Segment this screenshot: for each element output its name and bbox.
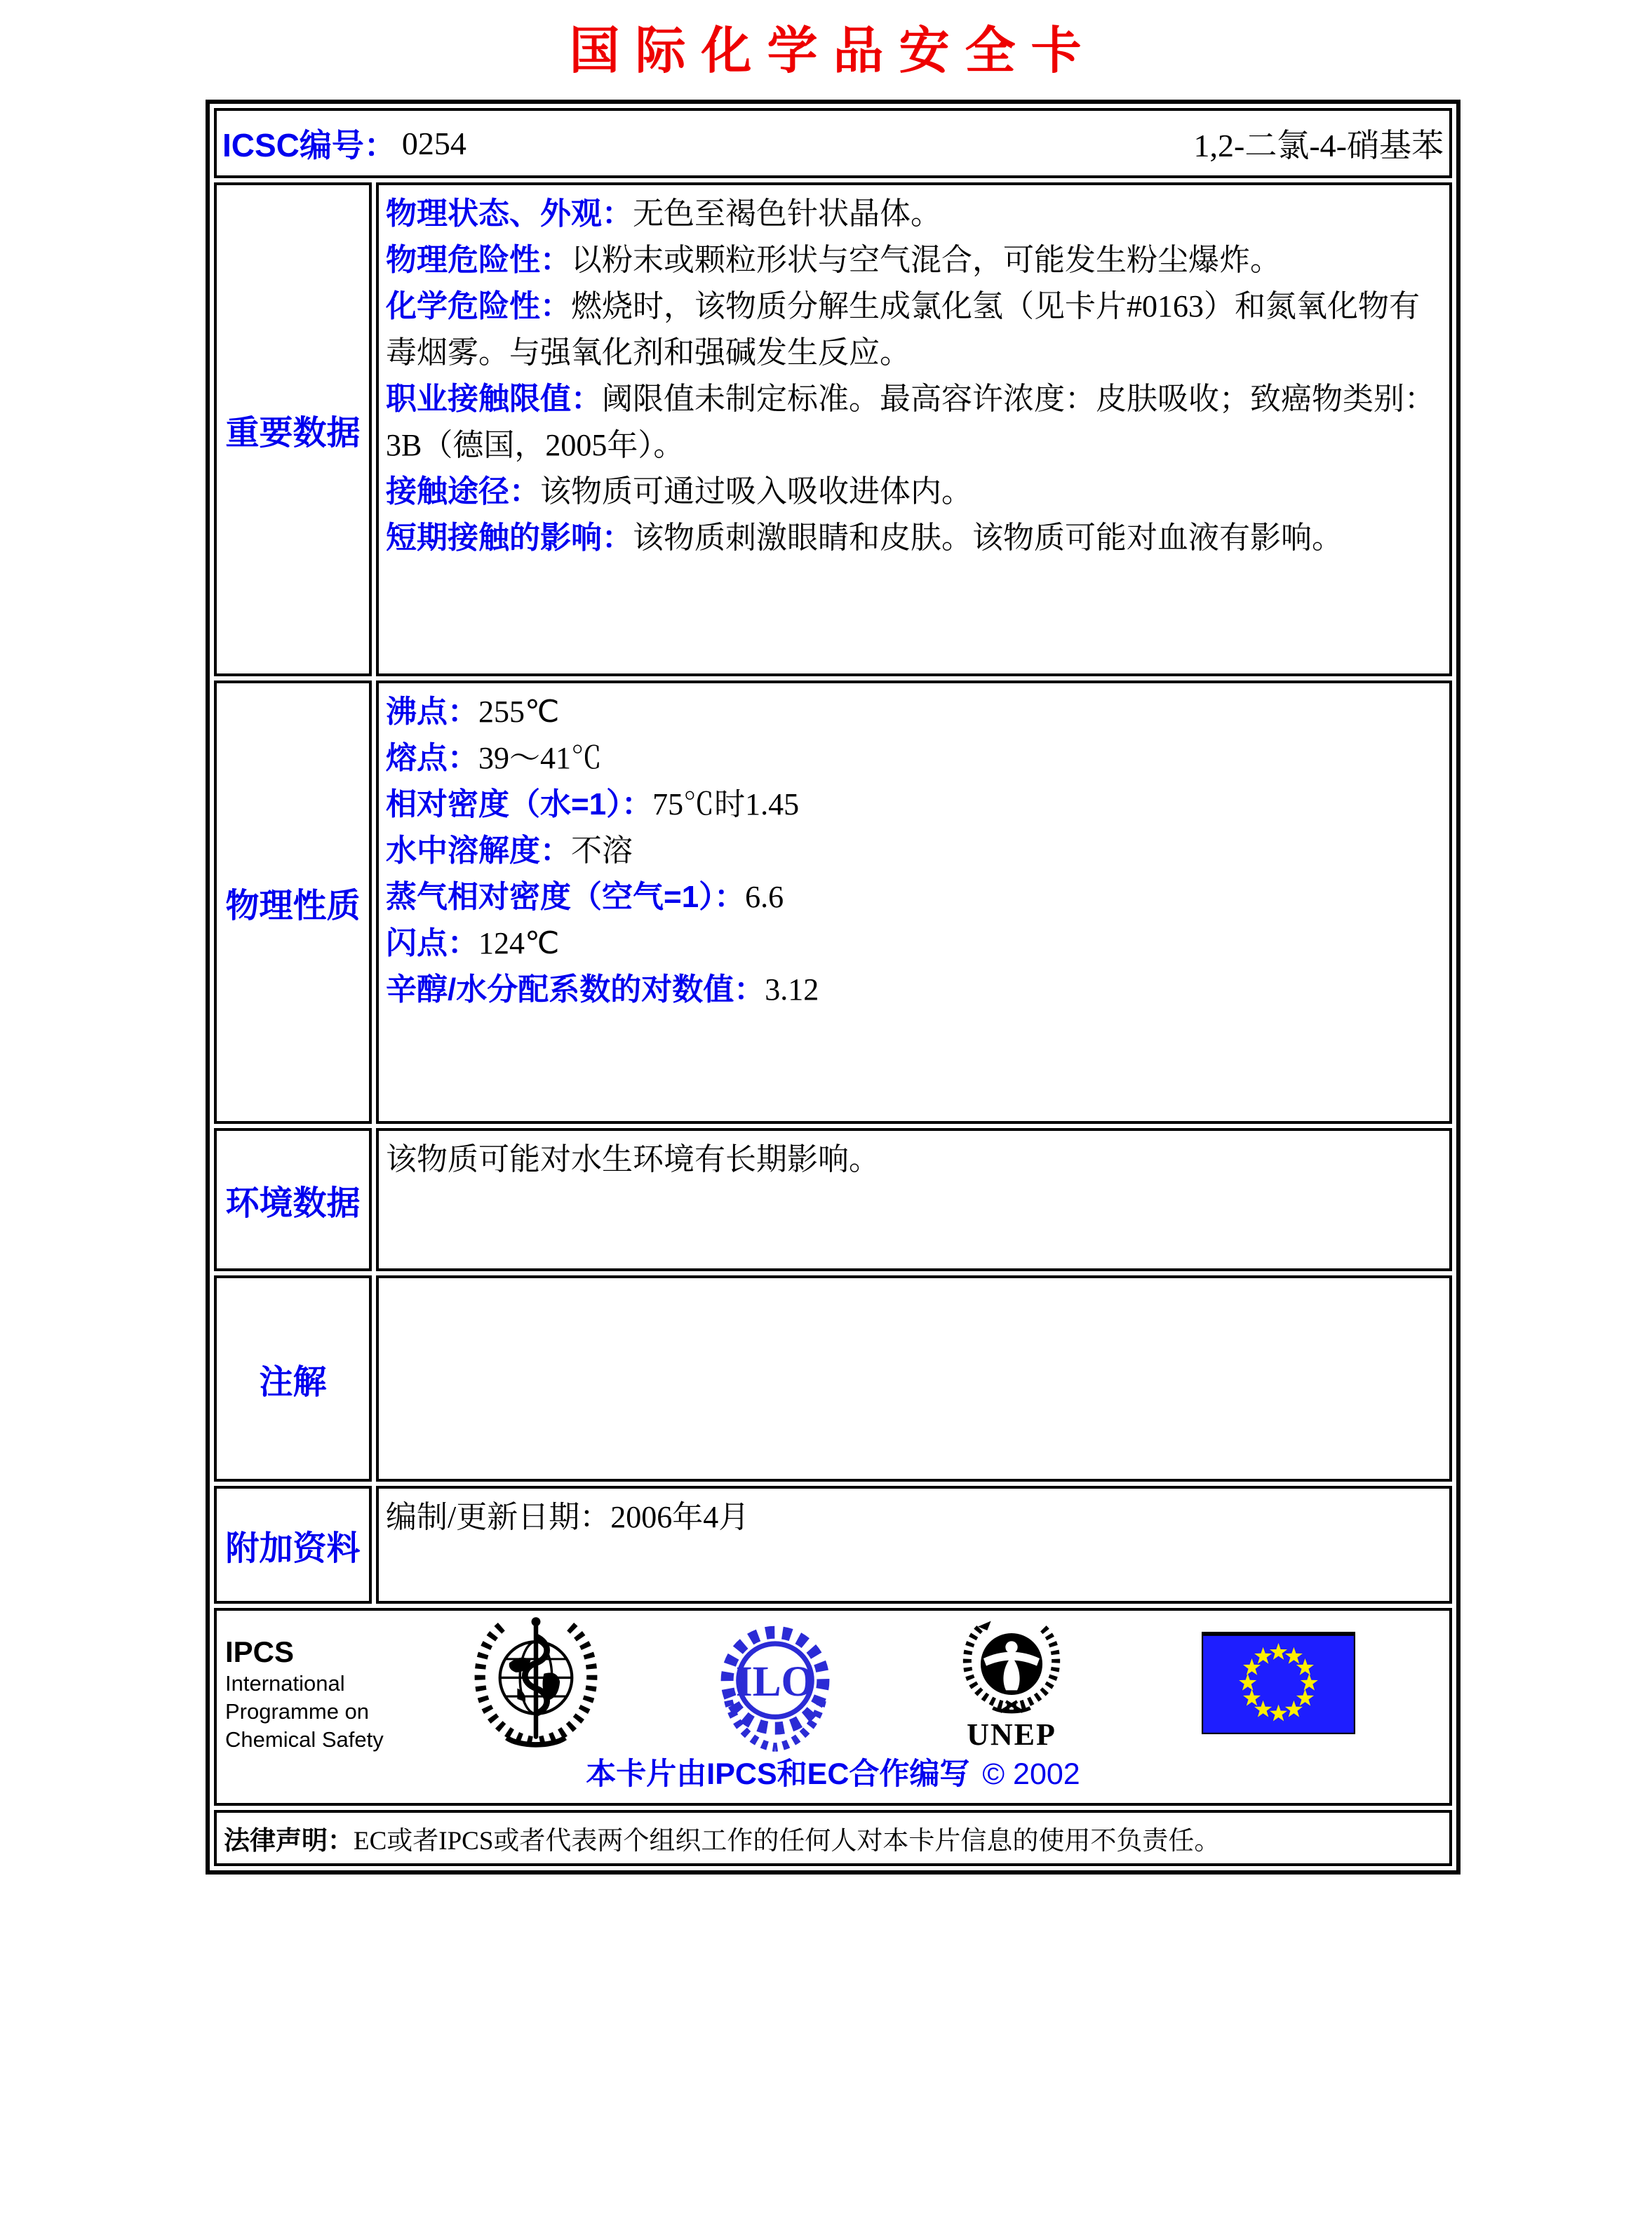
cooperation-caption [217,1750,1449,1793]
who-logo-icon [469,1615,603,1752]
entry-text: 255℃ [478,695,560,729]
entry-short-term-effects [386,515,1445,561]
entry-physical-state [386,191,1445,237]
section-content-notes [376,1275,1452,1482]
entry-text: 75℃时1.45 [652,787,800,822]
entry-text: 无色至褐色针状晶体。 [633,196,941,231]
card-header-row [214,108,1452,178]
row-label-environmental-data: 环境数据 [214,1128,372,1271]
row-label-important-data: 重要数据 [214,182,372,676]
ipcs-acronym: IPCS [225,1635,295,1668]
entry-text: 不溶 [571,833,633,868]
entry-label: 物理危险性： [386,243,571,277]
page-title: 国际化学品安全卡 [569,23,1097,79]
entry-vapor-density [386,874,1445,920]
section-content-important-data [376,182,1452,676]
ipcs-subline: Programme on [225,1699,370,1724]
row-label-physical-properties: 物理性质 [214,680,372,1124]
entry-relative-density [386,782,1445,828]
entry-text: 该物质可能对水生环境有长期影响。 [386,1142,880,1176]
unep-label: UNEP [967,1717,1056,1752]
entry-text: 该物质可通过吸入吸收进体内。 [540,474,972,509]
entry-label: 熔点： [386,741,478,775]
icsc-card-table [206,100,1460,1875]
entry-label: 蒸气相对密度（空气=1）： [386,880,746,914]
entry-text: 124℃ [478,926,560,960]
legal-text: EC或者IPCS或者代表两个组织工作的任何人对本卡片信息的使用不负责任。 [354,1827,1221,1856]
entry-label: 闪点： [386,926,478,960]
copyright-text: © 2002 [982,1757,1080,1791]
row-label-additional-info: 附加资料 [214,1486,372,1604]
entry-label: 短期接触的影响： [386,521,633,555]
entry-occupational-limit [386,376,1445,469]
eu-flag-icon [1202,1632,1355,1734]
section-content-environmental-data [376,1128,1452,1271]
entry-exposure-route [386,469,1445,515]
entry-text: 6.6 [745,880,784,914]
entry-label: 沸点： [386,695,478,729]
icsc-number-value: 0254 [401,125,466,161]
ipcs-text-block [225,1635,384,1754]
entry-text: 编制/更新日期：2006年4月 [386,1500,750,1534]
entry-label: 接触途径： [386,474,540,509]
entry-text: 燃烧时，该物质分解生成氯化氢（见卡片#0163）和氮氧化物有毒烟雾。与强氧化剂和强碱发生反应。 [386,289,1420,370]
entry-label: 相对密度（水=1）： [386,787,653,822]
entry-text: 阈限值未制定标准。最高容许浓度：皮肤吸收；致癌物类别：3B（德国，2005年）。 [386,382,1435,462]
entry-text: 39～41℃ [478,741,602,775]
legal-statement-row [214,1810,1452,1866]
section-content-additional-info [376,1486,1452,1604]
entry-label: 水中溶解度： [386,833,571,868]
footer-logos-row [214,1608,1452,1806]
caption-text: 本卡片由IPCS和EC合作编写 [586,1757,970,1791]
ilo-logo-icon [712,1622,838,1754]
ipcs-subline: Chemical Safety [225,1727,384,1752]
entry-chemical-danger [386,283,1445,376]
entry-environment [386,1136,1445,1183]
ipcs-subline: International [225,1671,345,1696]
entry-text: 以粉末或颗粒形状与空气混合，可能发生粉尘爆炸。 [571,243,1281,277]
entry-flash-point [386,920,1445,967]
entry-physical-danger [386,237,1445,283]
entry-melting-point [386,735,1445,782]
legal-label: 法律声明： [224,1826,354,1855]
entry-text: 该物质刺激眼睛和皮肤。该物质可能对血液有影响。 [633,521,1343,555]
entry-update-date [386,1494,1445,1541]
chemical-name: 1,2-二氯-4-硝基苯 [1193,128,1444,163]
entry-label: 化学危险性： [386,289,571,323]
entry-water-solubility [386,828,1445,874]
icsc-number-label: ICSC编号： [222,127,396,163]
entry-label: 辛醇/水分配系数的对数值： [386,972,765,1007]
unep-logo-icon [955,1619,1068,1717]
entry-label: 物理状态、外观： [386,196,633,231]
entry-label: 职业接触限值： [386,382,602,416]
section-content-physical-properties [376,680,1452,1124]
entry-octanol-water [386,967,1445,1013]
row-label-notes: 注解 [214,1275,372,1482]
entry-text: 3.12 [765,972,819,1007]
entry-boiling-point [386,689,1445,735]
unep-logo-block [952,1619,1071,1752]
svg-text:ILO: ILO [735,1657,815,1705]
